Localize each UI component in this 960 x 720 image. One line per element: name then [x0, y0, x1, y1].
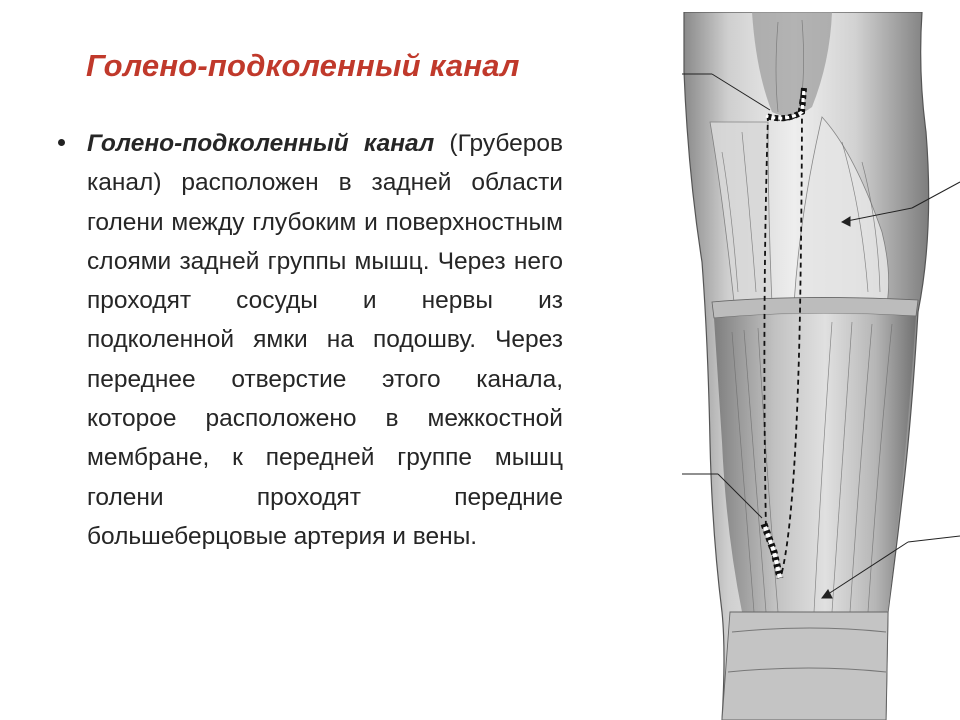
bullet-body-text: (Груберов канал) расположен в задней области голени между глубоким и поверхностным слоями задней группы мышц. Через него проходят сосуды и нервы из подколенной ямки на подошву. Через переднее отверстие этого канала, которое расположено в межкостной мембране, к передней группе мышц голени проходят передние большеберцовые артерия и вены.: [87, 130, 563, 550]
bullet-paragraph: [87, 124, 563, 556]
bullet-term: Голено-подколенный канал: [87, 130, 435, 157]
bullet-dot-icon: [58, 139, 65, 146]
leg-anatomy-illustration: [682, 12, 960, 720]
slide-title: Голено-подколенный канал: [86, 48, 520, 83]
bullet-list: [58, 124, 563, 556]
leg-anatomy-drawing: [682, 12, 960, 720]
